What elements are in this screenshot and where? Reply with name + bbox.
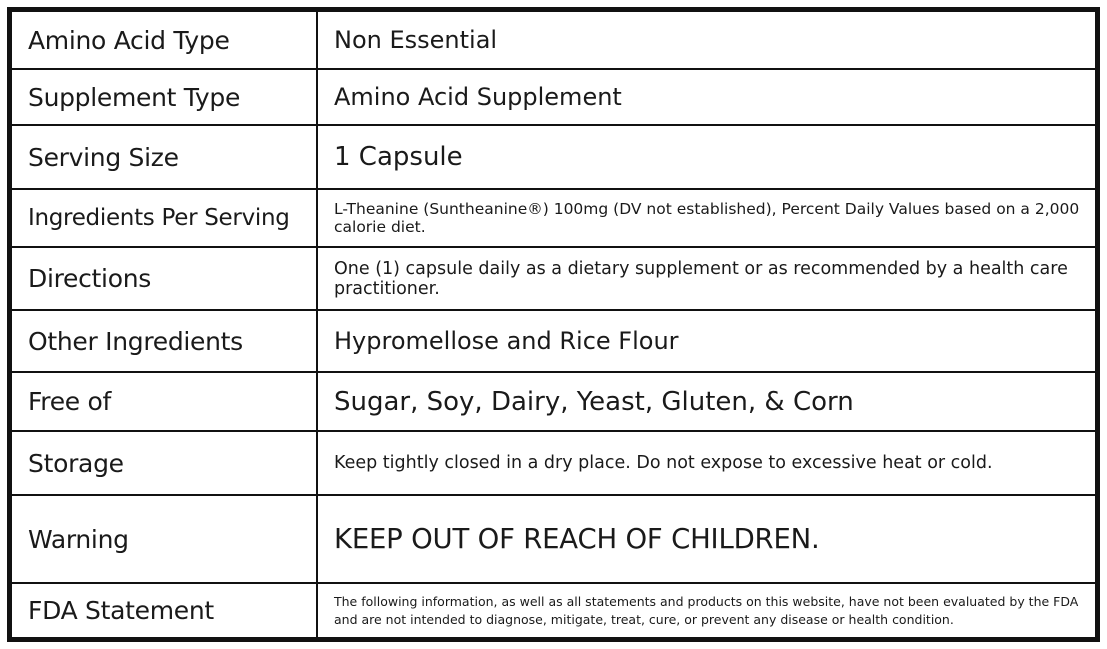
supplement-facts-table	[7, 7, 1100, 642]
table-row	[12, 125, 1095, 189]
row-value-other-ingredients: Hypromellose and Rice Flour	[317, 310, 1095, 372]
row-value-serving-size: 1 Capsule	[317, 125, 1095, 189]
table-row	[12, 495, 1095, 583]
row-label-ingredients-per-serving: Ingredients Per Serving	[12, 189, 317, 247]
table-row	[12, 431, 1095, 495]
row-label-amino-acid-type: Amino Acid Type	[12, 12, 317, 69]
table-row	[12, 247, 1095, 310]
row-label-serving-size: Serving Size	[12, 125, 317, 189]
row-value-ingredients-per-serving: L-Theanine (Suntheanine®) 100mg (DV not established), Percent Daily Values based on a 2,000 calorie diet.	[317, 189, 1095, 247]
row-value-directions: One (1) capsule daily as a dietary supplement or as recommended by a health care practitioner.	[317, 247, 1095, 310]
table-row	[12, 583, 1095, 637]
row-label-warning: Warning	[12, 495, 317, 583]
row-label-other-ingredients: Other Ingredients	[12, 310, 317, 372]
table-row	[12, 189, 1095, 247]
row-value-amino-acid-type: Non Essential	[317, 12, 1095, 69]
row-label-free-of: Free of	[12, 372, 317, 431]
row-value-warning: KEEP OUT OF REACH OF CHILDREN.	[317, 495, 1095, 583]
row-value-free-of: Sugar, Soy, Dairy, Yeast, Gluten, & Corn	[317, 372, 1095, 431]
table-row	[12, 372, 1095, 431]
row-label-supplement-type: Supplement Type	[12, 69, 317, 125]
table-row	[12, 310, 1095, 372]
row-value-storage: Keep tightly closed in a dry place. Do not expose to excessive heat or cold.	[317, 431, 1095, 495]
table-row	[12, 69, 1095, 125]
row-value-fda-statement: The following information, as well as all statements and products on this website, have not been evaluated by the FDA and are not intended to diagnose, mitigate, treat, cure, or prevent any disease or health condition.	[317, 583, 1095, 637]
facts-table	[12, 12, 1095, 637]
table-row	[12, 12, 1095, 69]
row-label-directions: Directions	[12, 247, 317, 310]
row-value-supplement-type: Amino Acid Supplement	[317, 69, 1095, 125]
row-label-fda-statement: FDA Statement	[12, 583, 317, 637]
row-label-storage: Storage	[12, 431, 317, 495]
